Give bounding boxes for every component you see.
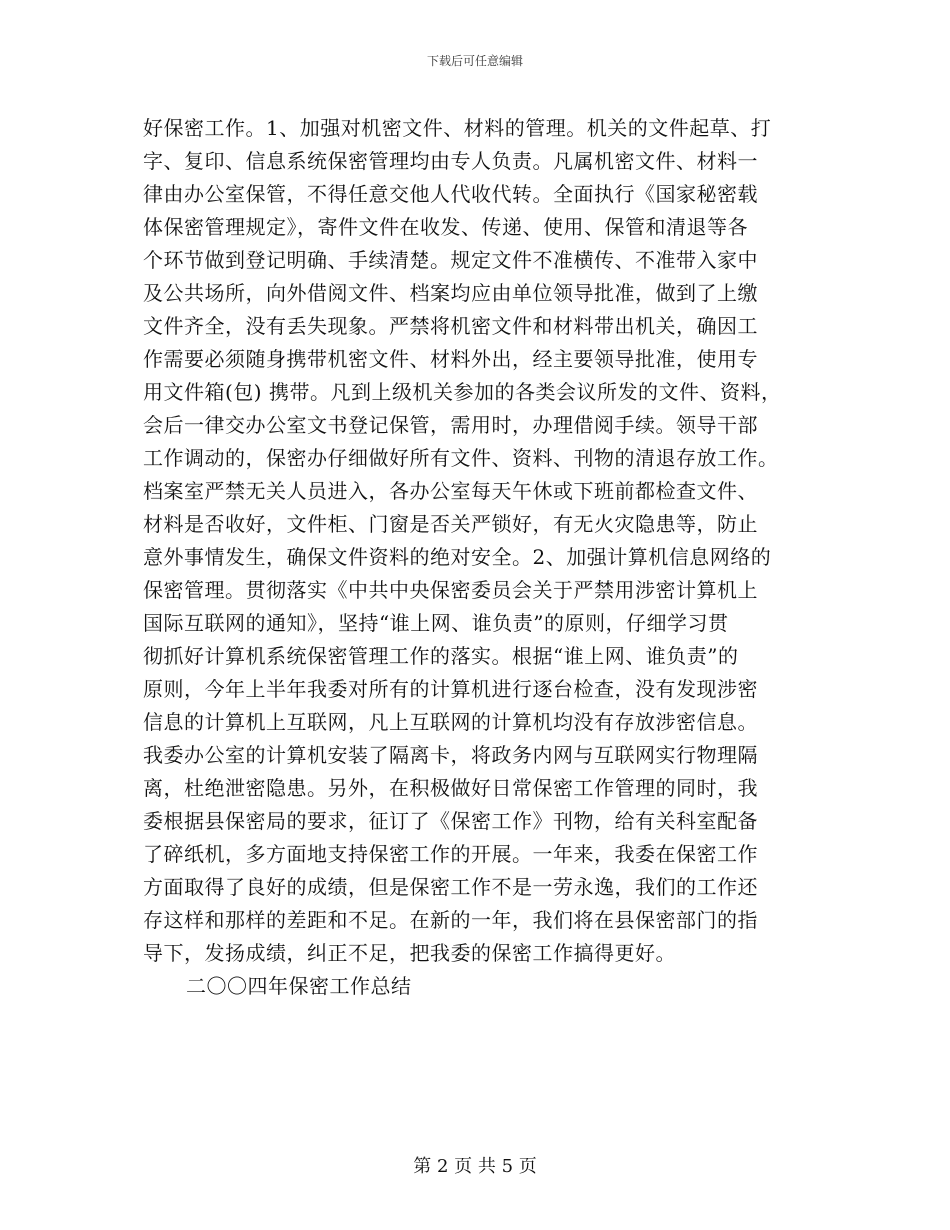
page-footer: 第 2 页 共 5 页 [413, 1156, 537, 1177]
body-line-19: 信息的计算机上互联网，凡上互联网的计算机均没有存放涉密信息。 [143, 710, 758, 734]
body-line-9: 用文件箱(包) 携带。凡到上级机关参加的各类会议所发的文件、资料， [143, 380, 782, 404]
body-line-16: 国际互联网的通知》，坚持“谁上网、谁负责”的原则，仔细学习贯 [143, 611, 729, 635]
body-line-12: 档案室严禁无关人员进入，各办公室每天午休或下班前都检查文件、 [143, 479, 758, 503]
body-line-8: 作需要必须随身携带机密文件、材料外出，经主要领导批准，使用专 [143, 347, 758, 371]
body-line-24: 方面取得了良好的成绩，但是保密工作不是一劳永逸，我们的工作还 [143, 875, 758, 899]
body-line-15: 保密管理。贯彻落实《中共中央保密委员会关于严禁用涉密计算机上 [143, 578, 758, 602]
body-line-23: 了碎纸机，多方面地支持保密工作的开展。一年来，我委在保密工作 [143, 842, 758, 866]
section-heading: 二〇〇四年保密工作总结 [186, 974, 412, 998]
page-header: 下载后可任意编辑 [426, 54, 523, 68]
body-line-1: 好保密工作。1、加强对机密文件、材料的管理。机关的文件起草、打 [143, 116, 772, 140]
body-line-3: 律由办公室保管，不得任意交他人代收代转。全面执行《国家秘密载 [143, 182, 758, 206]
body-line-11: 工作调动的，保密办仔细做好所有文件、资料、刊物的清退存放工作。 [143, 446, 779, 470]
body-line-21: 离，杜绝泄密隐患。另外，在积极做好日常保密工作管理的同时，我 [143, 776, 758, 800]
body-line-26: 导下，发扬成绩，纠正不足，把我委的保密工作搞得更好。 [143, 941, 676, 965]
body-line-13: 材料是否收好，文件柜、门窗是否关严锁好，有无火灾隐患等，防止 [143, 512, 758, 536]
body-line-14: 意外事情发生，确保文件资料的绝对安全。2、加强计算机信息网络的 [143, 545, 772, 569]
body-line-6: 及公共场所，向外借阅文件、档案均应由单位领导批准，做到了上缴 [143, 281, 758, 305]
body-line-18: 原则，今年上半年我委对所有的计算机进行逐台检查，没有发现涉密 [143, 677, 758, 701]
body-line-20: 我委办公室的计算机安装了隔离卡，将政务内网与互联网实行物理隔 [143, 743, 758, 767]
body-line-17: 彻抓好计算机系统保密管理工作的落实。根据“谁上网、谁负责”的 [143, 644, 739, 668]
body-line-7: 文件齐全，没有丢失现象。严禁将机密文件和材料带出机关，确因工 [143, 314, 758, 338]
body-line-10: 会后一律交办公室文书登记保管，需用时，办理借阅手续。领导干部 [143, 413, 758, 437]
body-line-2: 字、复印、信息系统保密管理均由专人负责。凡属机密文件、材料一 [143, 149, 758, 173]
body-line-22: 委根据县保密局的要求，征订了《保密工作》刊物，给有关科室配备 [143, 809, 758, 833]
body-line-25: 存这样和那样的差距和不足。在新的一年，我们将在县保密部门的指 [143, 908, 758, 932]
document-body [143, 112, 823, 1003]
body-line-4: 体保密管理规定》，寄件文件在收发、传递、使用、保管和清退等各 [143, 215, 748, 239]
body-line-5: 个环节做到登记明确、手续清楚。规定文件不准横传、不准带入家中 [143, 248, 758, 272]
